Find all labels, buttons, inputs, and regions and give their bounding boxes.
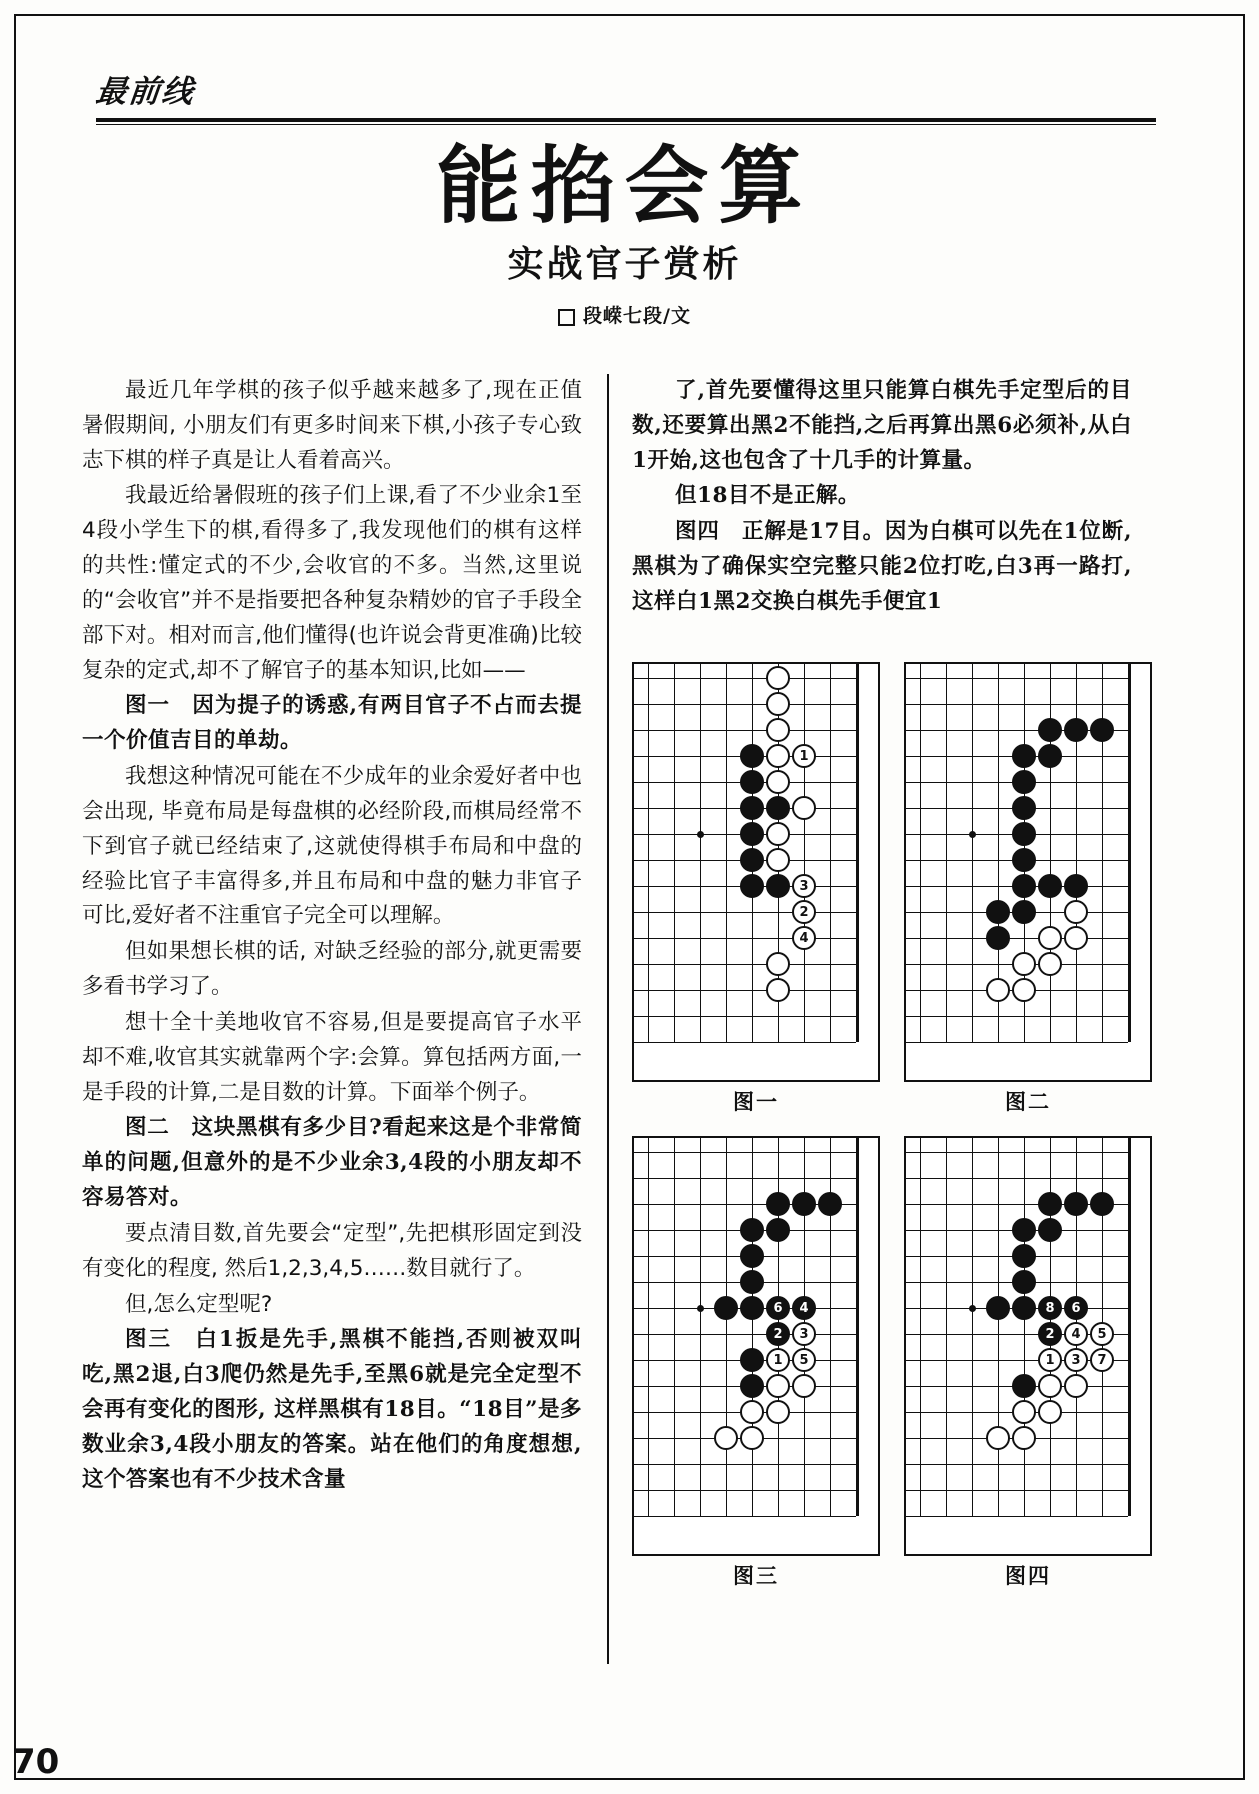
white-stone: 1 bbox=[1038, 1348, 1062, 1372]
board-grid-line bbox=[634, 1016, 856, 1017]
star-point bbox=[969, 1305, 976, 1312]
black-stone bbox=[740, 770, 764, 794]
board-grid-line bbox=[856, 664, 859, 1042]
board-grid-line bbox=[752, 1138, 753, 1516]
board-grid-line bbox=[634, 1042, 856, 1043]
white-stone bbox=[766, 822, 790, 846]
white-stone bbox=[766, 692, 790, 716]
board-grid-line bbox=[634, 1334, 856, 1335]
black-stone bbox=[986, 926, 1010, 950]
board-grid-line bbox=[634, 964, 856, 965]
white-stone bbox=[766, 744, 790, 768]
white-stone bbox=[1038, 926, 1062, 950]
byline-text: 段嵘七段/文 bbox=[583, 305, 691, 328]
white-stone bbox=[1064, 926, 1088, 950]
black-stone bbox=[1012, 1374, 1036, 1398]
black-stone: 2 bbox=[1038, 1322, 1062, 1346]
bullet-square-icon bbox=[558, 309, 575, 326]
column-divider bbox=[607, 374, 609, 1664]
go-board-3 bbox=[632, 1136, 880, 1556]
board-grid-line bbox=[674, 664, 675, 1042]
white-stone: 3 bbox=[1064, 1348, 1088, 1372]
black-stone: 2 bbox=[766, 1322, 790, 1346]
page-title: 能掐会算 bbox=[436, 137, 813, 235]
black-stone bbox=[1090, 1192, 1114, 1216]
white-stone bbox=[986, 978, 1010, 1002]
paragraph: 图四 正解是17目。因为白棋可以先在1位断,黑棋为了确保实空完整只能2位打吃,白3再一路打,这样白1黑2交换白棋先手便宜1 bbox=[632, 519, 1132, 614]
board-grid-line bbox=[648, 664, 649, 1042]
white-stone: 5 bbox=[792, 1348, 816, 1372]
black-stone bbox=[740, 1218, 764, 1242]
board-grid-line bbox=[906, 1464, 1128, 1465]
black-stone bbox=[986, 1296, 1010, 1320]
title-block bbox=[72, 137, 1177, 328]
board-grid-line bbox=[634, 912, 856, 913]
board-grid-line bbox=[634, 730, 856, 731]
black-stone bbox=[986, 900, 1010, 924]
white-stone bbox=[740, 1426, 764, 1450]
white-stone bbox=[766, 1400, 790, 1424]
paragraph: 我想这种情况可能在不少成年的业余爱好者中也会出现, 毕竟布局是每盘棋的必经阶段,而棋局经常不下到官子就已经结束了,这就使得棋手布局和中盘的经验比官子丰富得多,并且布局和中盘的魅力非官子可比,爱好者不注重官子完全可以理解。 bbox=[82, 764, 582, 929]
black-stone bbox=[1090, 718, 1114, 742]
diagram-2 bbox=[904, 662, 1152, 1130]
white-stone bbox=[766, 952, 790, 976]
black-stone bbox=[792, 1192, 816, 1216]
star-point bbox=[697, 831, 704, 838]
board-grid-line bbox=[906, 678, 1128, 679]
black-stone: 6 bbox=[766, 1296, 790, 1320]
paragraph: 但,怎么定型呢? bbox=[125, 1291, 273, 1317]
black-stone bbox=[766, 796, 790, 820]
white-stone bbox=[766, 666, 790, 690]
star-point bbox=[697, 1305, 704, 1312]
board-grid-line bbox=[634, 1490, 856, 1491]
byline bbox=[72, 301, 1177, 328]
paragraph: 想十全十美地收官不容易,但是要提高官子水平却不难,收官其实就靠两个字:会算。算包括两方面,一是手段的计算,二是目数的计算。下面举个例子。 bbox=[82, 1009, 582, 1105]
black-stone: 4 bbox=[792, 1296, 816, 1320]
black-stone bbox=[740, 1348, 764, 1372]
black-stone bbox=[766, 1192, 790, 1216]
board-grid-line bbox=[634, 678, 856, 679]
go-board-1 bbox=[632, 662, 880, 1082]
board-grid-line bbox=[634, 1152, 856, 1153]
white-stone bbox=[766, 718, 790, 742]
diagram-1-caption: 图一 bbox=[733, 1089, 779, 1114]
black-stone bbox=[766, 874, 790, 898]
white-stone: 4 bbox=[1064, 1322, 1088, 1346]
board-grid-line bbox=[906, 1490, 1128, 1491]
masthead-rule-thin bbox=[96, 124, 1156, 125]
black-stone bbox=[740, 1244, 764, 1268]
black-stone bbox=[1012, 770, 1036, 794]
star-point bbox=[969, 831, 976, 838]
diagram-3-caption: 图三 bbox=[733, 1563, 779, 1588]
black-stone bbox=[1012, 744, 1036, 768]
diagram-row-bottom bbox=[632, 1136, 1152, 1604]
white-stone bbox=[766, 770, 790, 794]
board-grid-line bbox=[856, 1138, 859, 1516]
board-grid-line bbox=[634, 704, 856, 705]
white-stone: 5 bbox=[1090, 1322, 1114, 1346]
black-stone bbox=[1038, 1192, 1062, 1216]
black-stone bbox=[1012, 1218, 1036, 1242]
white-stone bbox=[1064, 1374, 1088, 1398]
black-stone bbox=[1012, 822, 1036, 846]
go-board-2 bbox=[904, 662, 1152, 1082]
white-stone: 3 bbox=[792, 1322, 816, 1346]
board-grid-line bbox=[906, 1152, 1128, 1153]
black-stone bbox=[1064, 1192, 1088, 1216]
black-stone bbox=[740, 1296, 764, 1320]
board-grid-line bbox=[726, 1138, 727, 1516]
diagram-3 bbox=[632, 1136, 880, 1604]
white-stone: 2 bbox=[792, 900, 816, 924]
paragraph: 要点清目数,首先要会“定型”,先把棋形固定到没有变化的程度, 然后1,2,3,4,5……数目就行了。 bbox=[82, 1220, 582, 1281]
white-stone bbox=[1038, 1374, 1062, 1398]
board-grid-line bbox=[830, 664, 831, 1042]
black-stone bbox=[1012, 796, 1036, 820]
board-grid-line bbox=[634, 938, 856, 939]
board-grid-line bbox=[700, 664, 701, 1042]
board-grid-line bbox=[906, 1042, 1128, 1043]
black-stone bbox=[1012, 1270, 1036, 1294]
diagram-area bbox=[632, 662, 1152, 1610]
board-grid-line bbox=[1128, 1138, 1131, 1516]
diagram-4-caption: 图四 bbox=[1005, 1563, 1051, 1588]
black-stone bbox=[1012, 874, 1036, 898]
black-stone bbox=[1038, 874, 1062, 898]
go-board-4 bbox=[904, 1136, 1152, 1556]
black-stone bbox=[740, 796, 764, 820]
black-stone bbox=[740, 874, 764, 898]
black-stone bbox=[1012, 1244, 1036, 1268]
board-grid-line bbox=[1128, 664, 1131, 1042]
white-stone bbox=[1012, 978, 1036, 1002]
board-grid-line bbox=[998, 1138, 999, 1516]
diagram-1 bbox=[632, 662, 880, 1130]
black-stone: 6 bbox=[1064, 1296, 1088, 1320]
board-grid-line bbox=[906, 1516, 1128, 1517]
diagram-2-caption: 图二 bbox=[1005, 1089, 1051, 1114]
white-stone bbox=[1038, 952, 1062, 976]
black-stone bbox=[1038, 1218, 1062, 1242]
board-grid-line bbox=[946, 1138, 947, 1516]
white-stone: 7 bbox=[1090, 1348, 1114, 1372]
white-stone bbox=[1012, 1426, 1036, 1450]
black-stone bbox=[740, 1270, 764, 1294]
board-grid-line bbox=[648, 1138, 649, 1516]
board-grid-line bbox=[972, 664, 973, 1042]
left-text-column bbox=[82, 374, 582, 1499]
white-stone bbox=[986, 1426, 1010, 1450]
paragraph: 最近几年学棋的孩子似乎越来越多了,现在正值暑假期间, 小朋友们有更多时间来下棋,小孩子专心致志下棋的样子真是让人看着高兴。 bbox=[82, 378, 582, 473]
board-grid-line bbox=[906, 704, 1128, 705]
diagram-row-top bbox=[632, 662, 1152, 1130]
board-grid-line bbox=[946, 664, 947, 1042]
paragraph: 图三 白1扳是先手,黑棋不能挡,否则被双叫吃,黑2退,白3爬仍然是先手,至黑6就是完全定型不会再有变化的图形, 这样黑棋有18目。“18目”是多数业余3,4段小朋友的答案。站在他们的角度想想,这个答案也有不少技术含量 bbox=[82, 1327, 582, 1492]
right-text-column bbox=[632, 374, 1132, 621]
black-stone bbox=[740, 822, 764, 846]
board-grid-line bbox=[634, 1464, 856, 1465]
black-stone bbox=[740, 848, 764, 872]
page-subtitle: 实战官子赏析 bbox=[507, 243, 742, 286]
board-grid-line bbox=[634, 1516, 856, 1517]
paragraph: 了,首先要懂得这里只能算白棋先手定型后的目数,还要算出黑2不能挡,之后再算出黑6必须补,从白1开始,这也包含了十几手的计算量。 bbox=[632, 378, 1132, 473]
white-stone bbox=[792, 796, 816, 820]
black-stone bbox=[740, 744, 764, 768]
white-stone: 1 bbox=[766, 1348, 790, 1372]
paragraph: 我最近给暑假班的孩子们上课,看了不少业余1至4段小学生下的棋,看得多了,我发现他们的棋有这样的共性:懂定式的不少,会收官的不多。当然,这里说的“会收官”并不是指要把各种复杂精妙的官子手段全部下对。相对而言,他们懂得(也许说会背更准确)比较复杂的定式,却不了解官子的基本知识,比如—— bbox=[82, 483, 582, 683]
board-grid-line bbox=[634, 1178, 856, 1179]
black-stone bbox=[766, 1218, 790, 1242]
white-stone bbox=[766, 1374, 790, 1398]
black-stone bbox=[1012, 848, 1036, 872]
board-grid-line bbox=[906, 1016, 1128, 1017]
white-stone bbox=[1038, 1400, 1062, 1424]
black-stone bbox=[1038, 744, 1062, 768]
black-stone bbox=[1038, 718, 1062, 742]
masthead-brand: 最前线 bbox=[93, 74, 197, 110]
white-stone bbox=[1064, 900, 1088, 924]
board-grid-line bbox=[726, 664, 727, 1042]
board-grid-line bbox=[906, 1178, 1128, 1179]
white-stone bbox=[1012, 952, 1036, 976]
board-grid-line bbox=[906, 938, 1128, 939]
board-grid-line bbox=[1024, 1138, 1025, 1516]
board-grid-line bbox=[674, 1138, 675, 1516]
paragraph: 但18目不是正解。 bbox=[675, 483, 860, 509]
masthead bbox=[93, 66, 1156, 128]
white-stone: 3 bbox=[792, 874, 816, 898]
black-stone bbox=[1012, 1296, 1036, 1320]
black-stone bbox=[1064, 874, 1088, 898]
board-grid-line bbox=[920, 1138, 921, 1516]
black-stone: 8 bbox=[1038, 1296, 1062, 1320]
black-stone bbox=[714, 1296, 738, 1320]
page-number: 70 bbox=[12, 1742, 60, 1782]
board-grid-line bbox=[920, 664, 921, 1042]
board-grid-line bbox=[804, 664, 805, 1042]
masthead-rule bbox=[96, 118, 1156, 122]
white-stone bbox=[1012, 1400, 1036, 1424]
black-stone bbox=[1012, 900, 1036, 924]
white-stone bbox=[740, 1400, 764, 1424]
black-stone bbox=[1064, 718, 1088, 742]
black-stone bbox=[740, 1374, 764, 1398]
white-stone bbox=[766, 978, 790, 1002]
board-grid-line bbox=[972, 1138, 973, 1516]
white-stone: 4 bbox=[792, 926, 816, 950]
diagram-4 bbox=[904, 1136, 1152, 1604]
white-stone: 1 bbox=[792, 744, 816, 768]
white-stone bbox=[766, 848, 790, 872]
paragraph: 但如果想长棋的话, 对缺乏经验的部分,就更需要多看书学习了。 bbox=[82, 939, 582, 1000]
paragraph: 图二 这块黑棋有多少目?看起来这是个非常简单的问题,但意外的是不少业余3,4段的小朋友却不容易答对。 bbox=[82, 1115, 582, 1211]
paragraph: 图一 因为提子的诱惑,有两目官子不占而去提一个价值吉目的单劫。 bbox=[82, 693, 582, 754]
board-grid-line bbox=[700, 1138, 701, 1516]
white-stone bbox=[792, 1374, 816, 1398]
black-stone bbox=[818, 1192, 842, 1216]
white-stone bbox=[714, 1426, 738, 1450]
board-grid-line bbox=[634, 990, 856, 991]
